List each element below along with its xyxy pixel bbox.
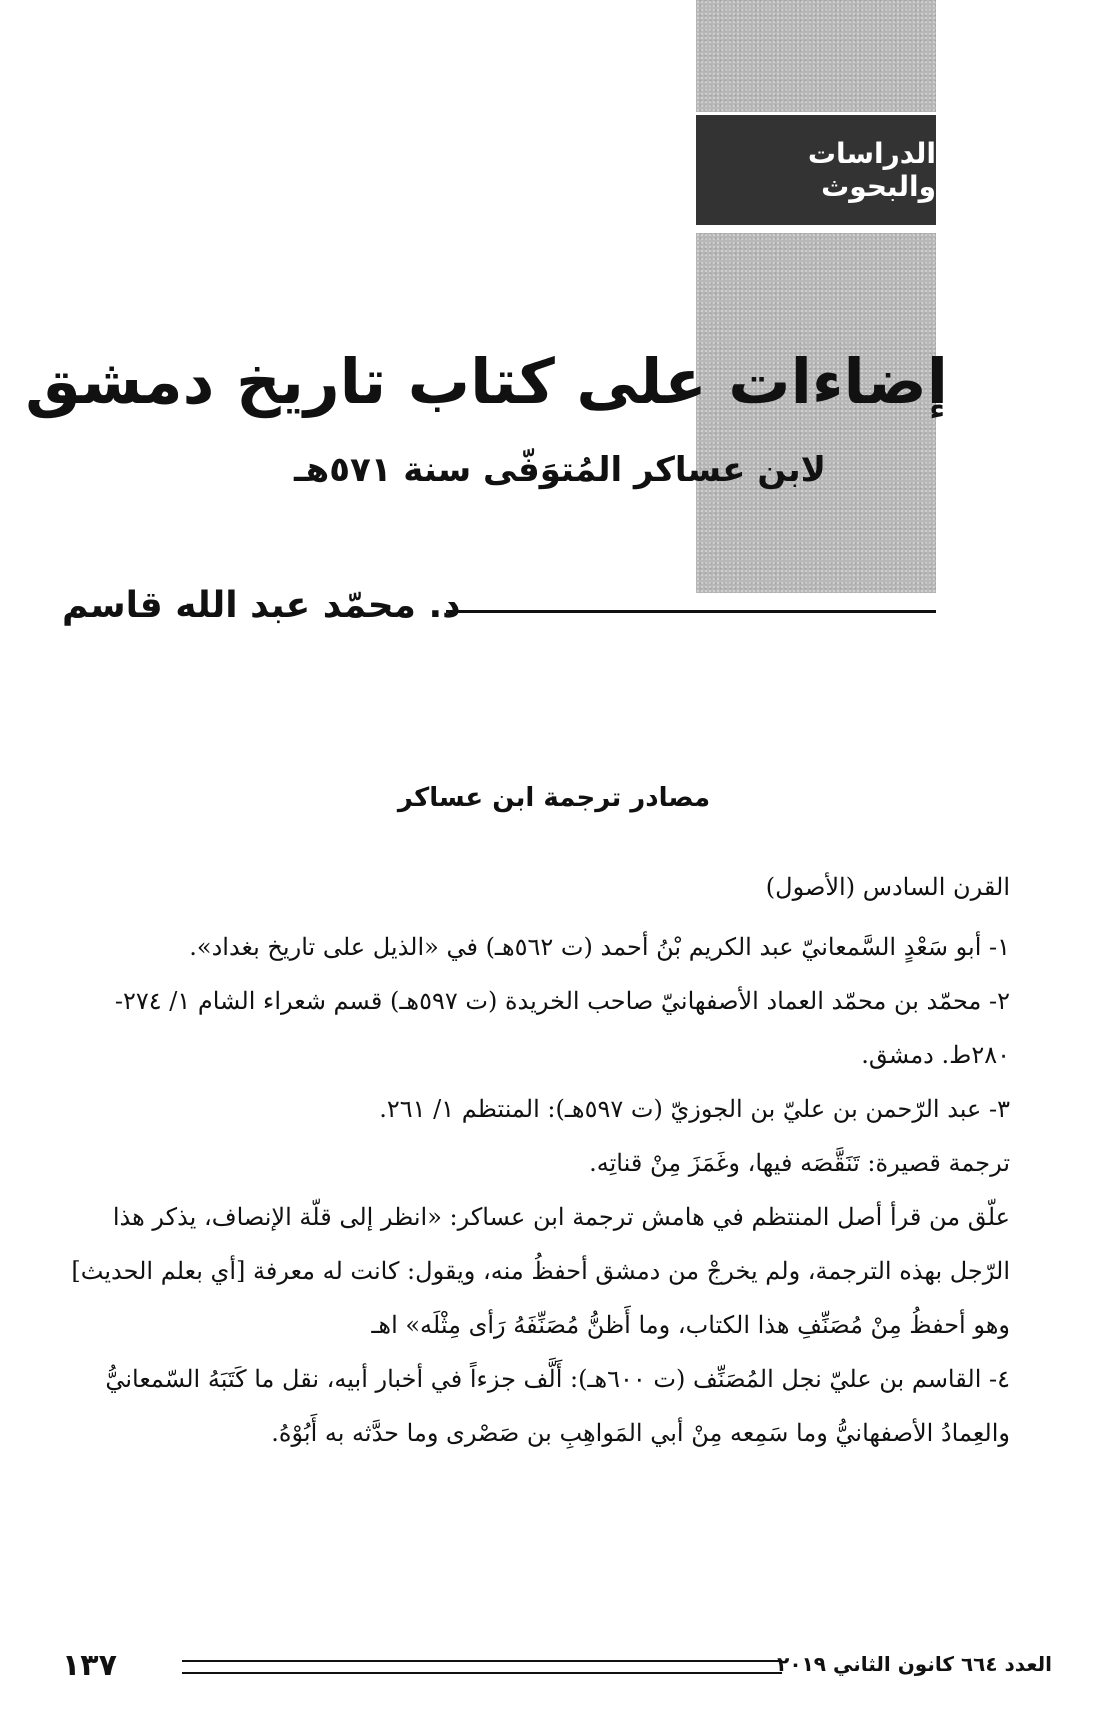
paragraph: ٢- محمّد بن محمّد العماد الأصفهانيّ صاحب الخريدة (ت ٥٩٧هـ) قسم شعراء الشام ١/ ٢٧٤- ٢٨٠ط. دمشق. <box>114 987 1010 1069</box>
author-divider <box>446 610 936 613</box>
page-number: ١٣٧ <box>62 1648 117 1683</box>
section-label: الدراسات والبحوث <box>696 115 936 225</box>
section-heading: مصادر ترجمة ابن عساكر <box>397 783 711 813</box>
author-name: د. محمّد عبد الله قاسم <box>62 585 461 626</box>
article-subtitle: لابن عساكر المُتوَفّى سنة ٥٧١هـ <box>293 450 826 490</box>
footer-divider <box>182 1660 782 1674</box>
paragraph: ترجمة قصيرة: تَنَقَّصَه فيها، وغَمَزَ مِنْ قناتِه. <box>589 1149 1010 1177</box>
paragraph: القرن السادس (الأصول) <box>765 873 1010 901</box>
article-body <box>60 860 1050 1460</box>
decorative-gray-block-top <box>696 0 936 112</box>
page-footer <box>62 1648 1052 1684</box>
paragraph: ١- أبو سَعْدٍ السَّمعانيّ عبد الكريم بْنُ أحمد (ت ٥٦٢هـ) في «الذيل على تاريخ بغداد». <box>189 933 1010 961</box>
issue-info: العدد ٦٦٤ كانون الثاني ٢٠١٩ <box>777 1652 1052 1676</box>
paragraph: علّق من قرأ أصل المنتظم في هامش ترجمة ابن عساكر: «انظر إلى قلّة الإنصاف، يذكر هذا الرّجل بهذه الترجمة، ولم يخرجْ من دمشق أحفظُ منه، ويقول: كانت له معرفة [أي بعلم الحديث] وهو أحفظُ مِنْ مُصَنِّفِ هذا الكتاب، وما أَظنُّ مُصَنِّفَهُ رَأى مِثْلَه» اهـ <box>71 1203 1010 1339</box>
paragraph: ٤- القاسم بن عليّ نجل المُصَنِّف (ت ٦٠٠هـ): أَلَّف جزءاً في أخبار أبيه، نقل ما كَتَبَهُ السّمعانيُّ والعِمادُ الأصفهانيُّ وما سَمِعه مِنْ أبي المَواهِبِ بن صَصْرى وما حدَّثه به أَبُوْهُ. <box>105 1365 1010 1447</box>
article-title: إضاءات على كتاب تاريخ دمشق <box>25 345 948 418</box>
paragraph: ٣- عبد الرّحمن بن عليّ بن الجوزيّ (ت ٥٩٧هـ): المنتظم ١/ ٢٦١. <box>379 1095 1010 1123</box>
